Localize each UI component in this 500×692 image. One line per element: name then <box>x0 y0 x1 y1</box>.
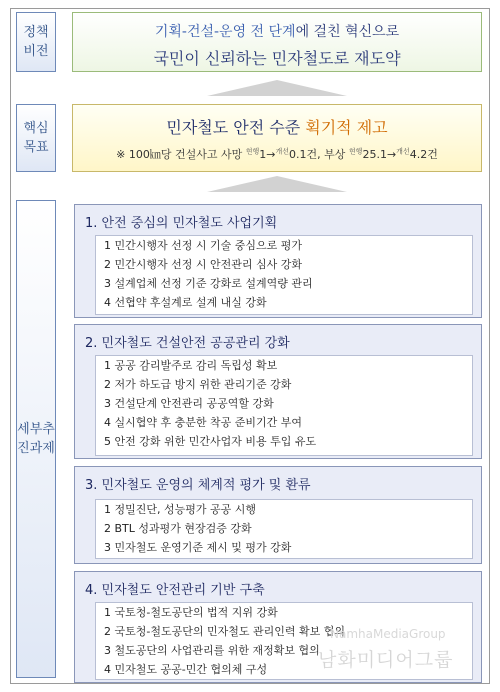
task-title: 3. 민자철도 운영의 체계적 평가 및 환류 <box>85 478 311 493</box>
policy-vision-label <box>16 12 56 72</box>
label-line: 세부추 <box>17 422 55 437</box>
task-section-3 <box>74 466 482 564</box>
task-list <box>95 355 473 456</box>
vision-line-1 <box>73 21 481 41</box>
goal-note-prefix: ※ 100㎞당 건설사고 사망 <box>116 148 246 161</box>
core-goal-label <box>16 104 56 172</box>
list-item: 1 정밀진단, 성능평가 공공 시행 <box>104 503 256 516</box>
list-item: 2 민간시행자 선정 시 안전관리 심사 강화 <box>104 258 302 271</box>
list-item: 2 BTL 성과평가 현장검증 강화 <box>104 522 252 535</box>
task-list <box>95 499 473 559</box>
up-arrow-icon <box>72 176 482 196</box>
task-title: 4. 민자철도 안전관리 기반 구축 <box>85 583 265 598</box>
improved-death-value: 0.1건, 부상 <box>289 148 349 161</box>
list-item: 4 실시협약 후 충분한 착공 준비기간 부여 <box>104 416 302 429</box>
detailed-tasks-label <box>16 200 56 678</box>
task-title: 2. 민자철도 건설안전 공공관리 강화 <box>85 336 290 351</box>
list-item: 1 민간시행자 선정 시 기술 중심으로 평가 <box>104 239 302 252</box>
list-item: 3 설계업체 선정 기준 강화로 설계역량 관리 <box>104 277 313 290</box>
goal-title-plain: 민자철도 안전 수준 <box>166 118 306 137</box>
watermark-korean: 남화미디어그룹 <box>318 649 454 671</box>
list-item: 3 철도공단의 사업관리를 위한 재정확보 협의 <box>104 644 320 657</box>
list-item: 1 국토청-철도공단의 법적 지위 강화 <box>104 606 278 619</box>
up-arrow-icon <box>72 80 482 100</box>
goal-title-highlight: 획기적 제고 <box>305 118 388 137</box>
list-item: 4 선협약 후설계로 설계 내실 강화 <box>104 296 267 309</box>
current-superscript: 현행 <box>245 147 260 156</box>
vision-line-2: 국민이 신뢰하는 민자철도로 재도약 <box>153 49 401 68</box>
label-line: 목표 <box>23 140 49 155</box>
list-item: 2 국토청-철도공단의 민자철도 관리인력 확보 협의 <box>104 625 345 638</box>
improved-superscript: 개선 <box>275 147 290 156</box>
goal-box <box>72 104 482 172</box>
list-item: 5 안전 강화 위한 민간사업자 비용 투입 유도 <box>104 435 317 448</box>
improved-injury-value: 4.2건 <box>409 148 438 161</box>
task-section-1 <box>74 204 482 318</box>
task-section-2 <box>74 324 482 459</box>
goal-note <box>73 146 481 162</box>
label-line: 진과제 <box>17 441 55 456</box>
list-item: 3 건설단계 안전관리 공공역할 강화 <box>104 397 274 410</box>
improved-superscript: 개선 <box>396 147 410 156</box>
label-line: 핵심 <box>23 121 49 136</box>
current-injury-value: 25.1→ <box>362 148 397 161</box>
current-superscript: 현행 <box>348 147 363 156</box>
task-list <box>95 235 473 315</box>
list-item: 1 공공 감리발주로 감리 독립성 확보 <box>104 359 278 372</box>
goal-title <box>73 115 481 138</box>
label-line: 정책 <box>23 25 49 40</box>
list-item: 2 저가 하도급 방지 위한 관리기준 강화 <box>104 378 292 391</box>
list-item: 4 민자철도 공공-민간 협의체 구성 <box>104 663 268 676</box>
task-title: 1. 안전 중심의 민자철도 사업기획 <box>85 216 278 231</box>
current-death-value: 1→ <box>259 148 276 161</box>
label-line: 비전 <box>23 44 49 59</box>
vision-rest: 에 걸친 혁신으로 <box>295 24 400 40</box>
vision-highlight: 기획-건설-운영 전 단계 <box>154 24 296 40</box>
watermark-english: NamhaMediaGroup <box>330 627 446 641</box>
vision-box <box>72 12 482 72</box>
list-item: 3 민자철도 운영기준 제시 및 평가 강화 <box>104 541 292 554</box>
